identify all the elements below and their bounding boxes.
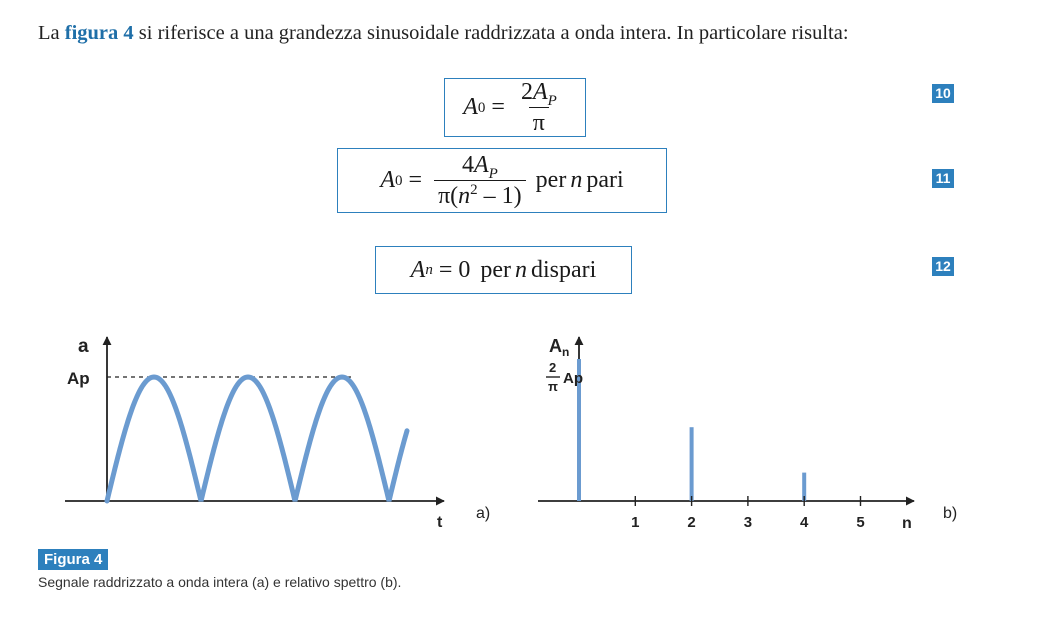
formula-11-equals: =	[408, 167, 423, 193]
spectrum-bar-n2	[690, 427, 694, 501]
formula-12-equals-zero: = 0	[438, 256, 471, 283]
figure-title: Figura 4	[38, 549, 108, 570]
panel-a-rectified-wave	[107, 377, 407, 501]
panel-b-x-label: n	[902, 515, 912, 532]
formula-11-num-coef: 4	[461, 152, 474, 178]
panel-b-frac-label: Ap	[563, 370, 583, 387]
intro-text-after: si riferisce a una grandezza sinusoidale raddrizzata a onda intera. In particolare risulta:	[133, 22, 849, 44]
formula-11-box: A 0 = $\frac{4A_P}{\pi(n^2 - 1)}$ per n pari	[337, 148, 667, 213]
figure-reference: figura 4	[64, 22, 134, 44]
formula-12-suffix-var: n	[515, 256, 528, 283]
formula-12-suffix-per: per	[480, 256, 512, 283]
formula-10-denominator: π	[529, 107, 549, 136]
formula-12-suffix-dispari: dispari	[531, 256, 597, 283]
panel-a-part-label: a)	[476, 505, 491, 522]
formula-10-lhs: A	[463, 94, 478, 120]
intro-text-before: La	[38, 22, 65, 44]
formula-11-den-sup: 2	[470, 182, 478, 198]
formula-10-num-coef: 2	[520, 79, 533, 105]
formula-10-box: A 0 = $\frac{2A_P}{\pi}$	[444, 78, 586, 137]
formula-11-suffix-var: n	[570, 167, 583, 193]
formula-11-number: 11	[932, 169, 954, 188]
panel-b-frac-numerator: 2	[549, 360, 557, 375]
formula-11-num-sub: P	[488, 166, 498, 182]
formula-12-lhs: A	[410, 256, 426, 283]
tick-label-2: 2	[687, 514, 696, 531]
formula-12-number: 12	[932, 257, 954, 276]
formula-10-num-sub: P	[547, 93, 557, 109]
formula-11-den-pre: π(	[438, 183, 459, 209]
tick-label-3: 3	[743, 514, 753, 531]
panel-b-frac-denominator: π	[548, 379, 558, 394]
formula-11-den-var: n	[458, 183, 471, 209]
formula-10-num-var: A	[532, 79, 548, 105]
formula-11-suffix-pari: pari	[586, 167, 624, 193]
formula-11-den-post: – 1)	[477, 183, 522, 209]
formula-11-num-var: A	[473, 152, 489, 178]
tick-label-1: 1	[631, 514, 640, 531]
panel-a-x-label: t	[437, 514, 443, 531]
formula-11-suffix-per: per	[535, 167, 567, 193]
panel-b	[538, 336, 957, 532]
formula-12-box: A n = 0 per n dispari	[375, 246, 632, 294]
panel-b-y-label: $A_n$	[549, 336, 570, 359]
panel-a-peak-label: Ap	[67, 369, 90, 388]
formula-11-lhs: A	[380, 167, 396, 193]
formula-10-equals: =	[491, 94, 505, 120]
panel-a-y-label: a	[78, 336, 89, 357]
panel-b-part-label: b)	[943, 505, 958, 522]
tick-label-4: 4	[800, 514, 809, 531]
panel-a	[65, 336, 490, 531]
tick-label-5: 5	[856, 514, 865, 531]
figure-caption: Segnale raddrizzato a onda intera (a) e relativo spettro (b).	[38, 574, 402, 590]
formula-10-number: 10	[932, 84, 954, 103]
